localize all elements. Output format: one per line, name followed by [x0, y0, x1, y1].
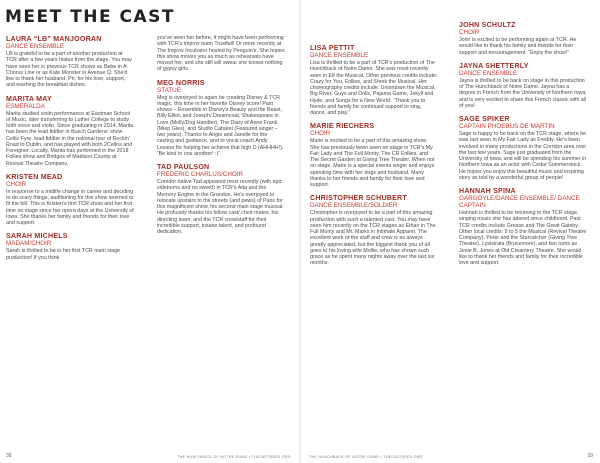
cast-entry [157, 79, 285, 158]
cast-bio: Sage is happy to be back on the TCR stage, where he was last seen in My Fair Lady as Freddy. He's been involved in many productions in the Corridor area over the last few years. Sage just graduated from the University of Iowa, and will be spending his summer in Northern Iowa as an actor with Cedar Summerstock. He hopes you enjoy this beautiful music and inspiring story as told by a wonderful group of people! [459, 131, 587, 181]
cast-entry [310, 44, 438, 116]
cast-bio: Marita studied violin performance at Eastman School of Music, later transferring to Luther College to study both voice and violin. Since graduating in 2014, Marita has been the lead fiddler in Busch Gardens' show Celtic Fyre, lead fiddler in the national tour of Rockin' Road to Dublin, and has played with both 2Cellos and Foreigner. Locally, Marita has performed in the 2018 Follies show and Bridges of Madison County at Revival Theatre Company. [6, 110, 134, 167]
cast-entry [6, 173, 134, 227]
cast-bio: you've seen her before, it might have been performing with TCR's improv team Trustfall! Or more recently at The Improv Incubator hosted by Penguin's. She hopes this show moves you as much as rehearsals have moved her, and she still will swear she knows nothing of gypsy girls. [157, 35, 285, 73]
cast-column-1 [6, 35, 134, 267]
cast-role: CAPTAIN PHOEBUS DE MARTIN [459, 123, 555, 130]
cast-bio: Corridor native Tad appeared most recently (with epic sideburns and no sword) in TCR's Ada and the Memory Engine in the Grandon. He's overjoyed to relocate upstairs to the streets (and pews) of Paris for this magnificent show, his second main stage musical. He profusely thanks his fellow cast/ choir mates, his directing team, and the TCR crew/staff for their incredible support, insane talent, and profound dedication. [157, 179, 284, 235]
cast-entry [310, 122, 438, 188]
cast-bio: Meg is overjoyed to again be creating Disney & TCR magic, this time in her favorite Disney score! Past shows – Ensemble in Disney's Beauty and the Beast, Billy Elliot, and Joseph/ Dreamcoat, Shakespeare in Love (Molly/Dog Handler), The Diary of Anne Frank (Miep Gies), and Studio Cabaret (Featured singer – two years). Thanks to Angie and Janelle for the casting and guidance, and to vocal coach Andy Lesieur for helping her achieve that high D (AHHHH!). “Be kind to one another! :)” [157, 94, 284, 157]
cast-name: LAURA “LB” MANJOORAN [6, 35, 102, 43]
cast-role: GARGOYLE/DANCE ENSEMBLE/ DANCE CAPTAIN [459, 195, 580, 209]
page-title: MEET THE CAST [5, 7, 175, 27]
cast-bio: In response to a midlife change in career and deciding to do scary things, auditioning for this show seemed to fit the bill. This is Kristen's first TCR show and her first time on stage since her opera days at the University of Iowa. She thanks her family and friends for their love and support. [6, 188, 134, 226]
cast-role: DANCE ENSEMBLE [459, 69, 518, 77]
cast-name: JOHN SCHULTZ [459, 21, 516, 29]
cast-entry [459, 187, 587, 266]
cast-entry [6, 95, 134, 167]
cast-role: CHOIR [6, 180, 27, 188]
cast-name: MARIE RIECHERS [310, 122, 375, 131]
cast-role: CHOIR [459, 29, 480, 36]
cast-name: LISA PETTIT [310, 44, 355, 52]
footer-caption: THE HUNCHBACK OF NOTRE DAME • TLBCASTREES.ORG [309, 455, 423, 459]
cast-entry [459, 115, 587, 181]
cast-role: DANCE ENSEMBLE [6, 43, 65, 50]
cast-entry [6, 35, 134, 89]
cast-role: CHOIR [310, 130, 331, 138]
cast-name: JAYNA SHETTERLY [459, 61, 529, 70]
cast-bio: Christopher is overjoyed to be a part of this amazing production with such a talented cast. You may have seen him recently on the TCR stages as Ethan in The Full Monty and Mr. Marks in Intimate Apparel. The excellent work of the staff and crew is as always greatly appreciated, but the biggest thank you of all goes to his loving wife Mollie, who has shown such grace as he spent many nights away over the last six months. [310, 210, 436, 267]
cast-column-3 [310, 44, 438, 273]
cast-role: ESMERALDA [6, 102, 45, 110]
cast-bio: Hannah is thrilled to be returning to the TCR stage, singing music she has adored since childhood. Past TCR credits include Grease and The Great Gatsby. Other local credits: 9 to 5 the Musical (Revival Theatre Company), Peter and the Starcatcher (Giving Tree Theatre), Lysistrata (Brucemore), and two turns as Junie B. Jones at Old Creamery Theatre. She would like to thank her friends and family for their incredible love and support. [459, 210, 587, 266]
cast-name: KRISTEN MEAD [6, 172, 63, 181]
footer-caption: THE HUNCHBACK OF NOTRE DAME • TLBCASTREES.ORG [177, 455, 291, 459]
cast-role: DANCE ENSEMBLE [310, 52, 369, 59]
cast-name: SARAH MICHELS [6, 232, 68, 241]
cast-name: HANNAH SPINA [459, 187, 516, 195]
cast-name: CHRISTOPHER SCHUBERT [310, 194, 407, 203]
cast-column-4 [459, 21, 587, 272]
cast-role: FREDERIC CHARLUS/CHOIR [157, 171, 244, 178]
cast-role: DANCE ENSEMBLE/SOLDIER [310, 202, 398, 210]
page-number: 39 [587, 453, 593, 459]
cast-entry [157, 163, 285, 235]
cast-entry [6, 232, 134, 261]
cast-bio: Jayna is thrilled to be back on stage in this production of The Hunchback of Notre Dame. Jayna has a degree in French from the University of Northern Iowa, and is very excited to share this French classic with all of you! [459, 77, 587, 109]
cast-bio: John is excited to be performing again at TCR. He would like to thank his family and friends for their support and encouragement. “Enjoy the show!” [459, 37, 577, 56]
right-page [300, 0, 600, 463]
cast-entry [459, 62, 587, 109]
page-number: 38 [6, 453, 12, 459]
cast-role: MADAM/CHOIR [6, 240, 52, 248]
cast-bio: Marie is excited to be a part of this amazing show. She has previously been seen on stage in TCR's My Fair Lady and The Full Monty, The CR Follies, and The Secret Garden at Giving Tree Theater. When not on stage, Marie is a special events singer and enjoys spending time with her dogs and husband. Many thanks to her friends and family for their love and support. [310, 138, 435, 188]
cast-entry [459, 21, 587, 56]
cast-role: STATUE [157, 86, 181, 94]
cast-entry-continued [157, 35, 285, 73]
cast-bio: Lisa is thrilled to be a part of TCR's production of The Hunchback of Notre Dame. She was most recently seen in Elf the Musical. Other previous credits include: Crazy for You, Follies, and Shrek the Musical. Her choreography credits include: Uniontown the Musical, Big River, Guys and Dolls, Pajama Game, Jekyll and Hyde, and Songs for a New World. “Thank you to friends and family for continued support to sing, dance, and play.” [310, 60, 438, 116]
cast-name: MARITA MAY [6, 94, 52, 103]
cast-name: MEG NORRIS [157, 78, 205, 87]
cast-bio: Sarah is thrilled to be in her first TCR main stage production! If you think [6, 248, 121, 261]
cast-name: TAD PAULSON [157, 163, 210, 171]
cast-column-2 [157, 35, 285, 241]
cast-name: SAGE SPIKER [459, 115, 510, 123]
cast-entry [310, 194, 438, 266]
cast-bio: LB is grateful to be a part of another production at TCR after a few years hiatus from the stage. You may have seen her in previous TCR shows as Bebe in A Chorus Line or as Kate Monster in Avenue Q. She'd like to thank her husband, Pri, for his love, support, and washing the breakfast dishes. [6, 51, 132, 89]
